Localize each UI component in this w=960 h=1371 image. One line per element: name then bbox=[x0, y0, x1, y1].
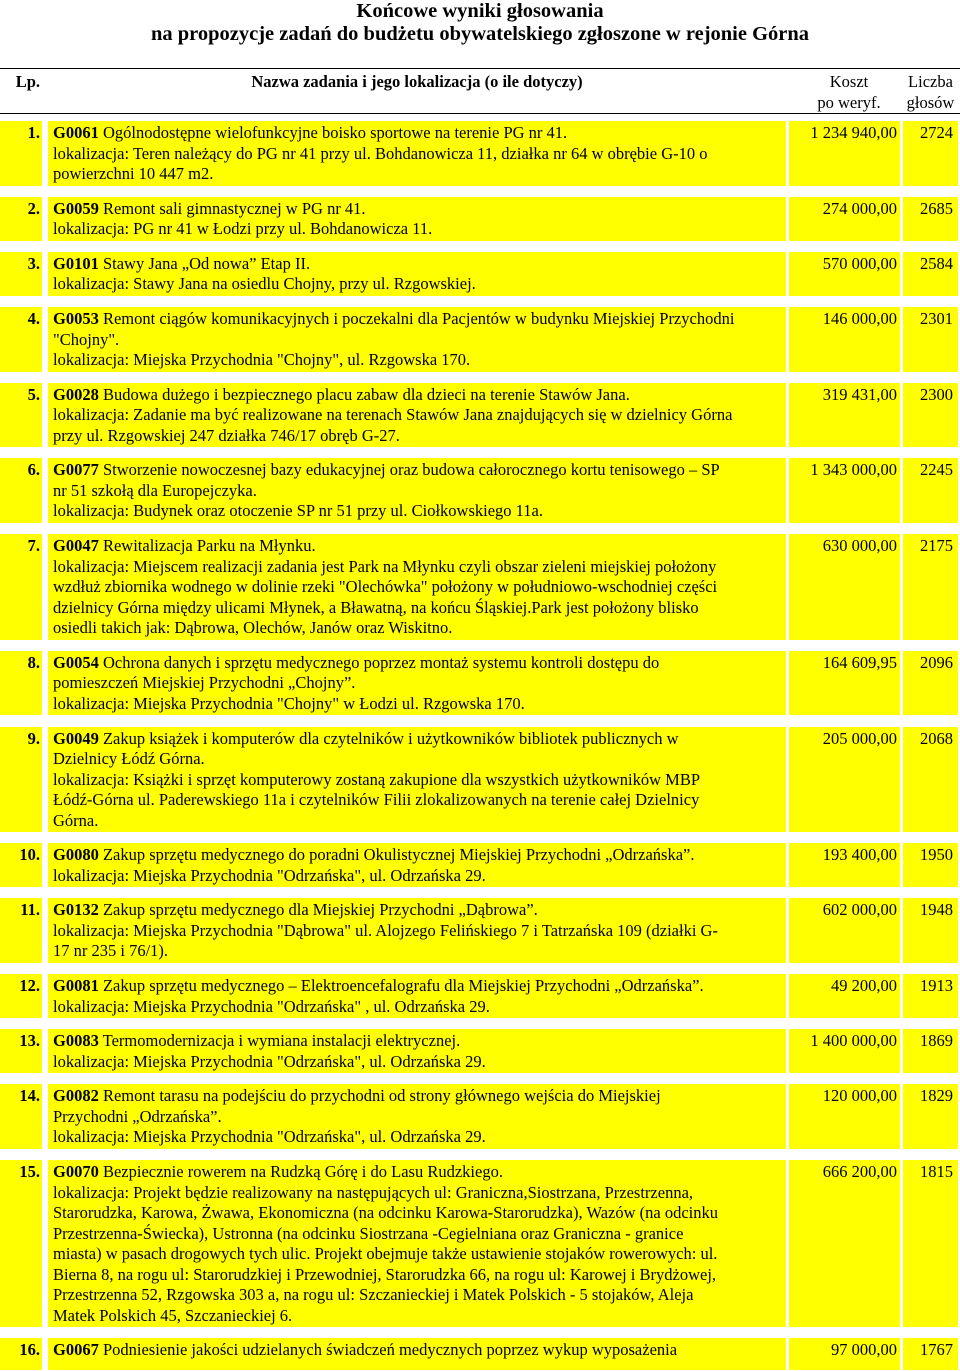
task-cell bbox=[48, 1338, 786, 1370]
cost-value: 146 000,00 bbox=[789, 307, 900, 372]
task-title: Stworzenie nowoczesnej bazy edukacyjnej oraz budowa całorocznego kortu tenisowego – SP bbox=[102, 460, 720, 480]
row-number: 11. bbox=[0, 898, 42, 963]
task-title-line bbox=[53, 976, 786, 997]
votes-value: 2724 bbox=[903, 121, 958, 186]
row-number: 13. bbox=[0, 1029, 42, 1073]
table-row bbox=[0, 252, 960, 296]
task-code: G0081 bbox=[53, 976, 99, 996]
task-title-line bbox=[53, 123, 786, 144]
task-description-line: nr 51 szkołą dla Europejczyka. bbox=[53, 480, 257, 500]
table-row bbox=[0, 1338, 960, 1370]
task-description-line: lokalizacja: Miejska Przychodnia "Odrzańska", ul. Odrzańska 29. bbox=[53, 1051, 486, 1071]
cost-value: 666 200,00 bbox=[789, 1160, 900, 1327]
votes-value: 1869 bbox=[903, 1029, 958, 1073]
cost-value: 97 000,00 bbox=[789, 1338, 900, 1370]
row-number: 1. bbox=[0, 121, 42, 186]
task-description-line: lokalizacja: Miejska Przychodnia "Odrzańska" , ul. Odrzańska 29. bbox=[53, 996, 490, 1016]
task-description-line: Dzielnicy Łódź Górna. bbox=[53, 749, 205, 768]
task-description-line: lokalizacja: Miejscem realizacji zadania jest Park na Młynku czyli obszar zieleni miejskiej położony bbox=[53, 556, 717, 576]
task-code: G0049 bbox=[53, 728, 99, 748]
task-title: Ogólnodostępne wielofunkcyjne boisko sportowe na terenie PG nr 41. bbox=[102, 123, 568, 142]
task-cell bbox=[48, 1160, 786, 1327]
task-description-line: wzdłuż zbiornika wodnego w dolinie rzeki "Olechówka" położony w południowo-wschodniej części bbox=[53, 577, 718, 597]
cost-value: 274 000,00 bbox=[789, 197, 900, 241]
cost-value: 1 343 000,00 bbox=[789, 458, 900, 523]
task-code: G0101 bbox=[53, 253, 99, 273]
task-title: Remont sali gimnastycznej w PG nr 41. bbox=[102, 198, 366, 218]
task-description-line: lokalizacja: Projekt będzie realizowany na następujących ul: Graniczna,Siostrzana, Przestrzenna, bbox=[53, 1182, 694, 1202]
task-description-line: Bierna 8, na rogu ul: Starorudzkiej i Przewodniej, Starorudzka 66, na rogu ul: Karowej i Brydżowej, bbox=[53, 1264, 717, 1284]
table-row bbox=[0, 534, 960, 640]
cost-value: 49 200,00 bbox=[789, 974, 900, 1018]
task-description-line: lokalizacja: Stawy Jana na osiedlu Chojny, przy ul. Rzgowskiej. bbox=[53, 274, 476, 294]
task-description-line: lokalizacja: Miejska Przychodnia "Dąbrowa" ul. Alojzego Felińskiego 7 i Tatrzańska 109 (działki G- bbox=[53, 920, 718, 940]
document-title bbox=[0, 0, 960, 45]
task-title-line bbox=[53, 729, 786, 750]
votes-value: 2685 bbox=[903, 197, 958, 241]
task-description-line: lokalizacja: Miejska Przychodnia "Odrzańska", ul. Odrzańska 29. bbox=[53, 1127, 486, 1147]
task-title-line bbox=[53, 385, 786, 406]
title-line-1: Końcowe wyniki głosowania bbox=[356, 0, 604, 22]
cost-value: 602 000,00 bbox=[789, 898, 900, 963]
task-title-line bbox=[53, 900, 786, 921]
task-cell bbox=[48, 252, 786, 296]
votes-value: 2300 bbox=[903, 383, 958, 448]
table-row bbox=[0, 1029, 960, 1073]
task-cell bbox=[48, 1084, 786, 1149]
task-description-line: przy ul. Rzgowskiej 247 działka 746/17 obręb G-27. bbox=[53, 425, 400, 445]
header-cost-line-1: Koszt bbox=[829, 72, 869, 91]
task-code: G0028 bbox=[53, 384, 99, 404]
row-number: 12. bbox=[0, 974, 42, 1018]
cost-value: 630 000,00 bbox=[789, 534, 900, 640]
task-title: Budowa dużego i bezpiecznego placu zabaw dla dzieci na terenie Stawów Jana. bbox=[102, 384, 630, 404]
task-title-line bbox=[53, 254, 786, 275]
task-code: G0077 bbox=[53, 460, 99, 480]
task-code: G0082 bbox=[53, 1086, 99, 1106]
task-description-line: Przestrzenna 52, Rzgowska 303 a, na rogu ul: Szczanieckiej i Matek Polskich - 5 stojaków, Aleja bbox=[53, 1285, 694, 1305]
task-description-line: lokalizacja: PG nr 41 w Łodzi przy ul. Bohdanowicza 11. bbox=[53, 219, 433, 239]
task-description-line: lokalizacja: Teren należący do PG nr 41 przy ul. Bohdanowicza 11, działka nr 64 w obrębie G-10 o bbox=[53, 143, 708, 163]
task-description-line: pomieszczeń Miejskiej Przychodni „Chojny”. bbox=[53, 673, 356, 693]
header-cost-line-2: po weryf. bbox=[817, 92, 881, 112]
task-description-line: lokalizacja: Zadanie ma być realizowane na terenach Stawów Jana znajdujących się w dzielnicy Górna bbox=[53, 405, 733, 425]
table-row bbox=[0, 383, 960, 448]
row-number: 6. bbox=[0, 458, 42, 523]
task-description-line: lokalizacja: Budynek oraz otoczenie SP nr 51 przy ul. Ciołkowskiego 11a. bbox=[53, 501, 543, 521]
task-title: Zakup książek i komputerów dla czytelników i użytkowników bibliotek publicznych w bbox=[102, 728, 679, 748]
row-number: 10. bbox=[0, 843, 42, 887]
table-row bbox=[0, 307, 960, 372]
row-number: 8. bbox=[0, 651, 42, 716]
task-title-line bbox=[53, 460, 786, 481]
cost-value: 570 000,00 bbox=[789, 252, 900, 296]
task-cell bbox=[48, 651, 786, 716]
task-code: G0054 bbox=[53, 652, 99, 672]
votes-value: 1913 bbox=[903, 974, 958, 1018]
table-row bbox=[0, 1160, 960, 1327]
row-number: 3. bbox=[0, 252, 42, 296]
task-title: Podniesienie jakości udzielanych świadczeń medycznych poprzez wykup wyposażenia bbox=[102, 1340, 678, 1360]
task-description-line: osiedli takich jak: Dąbrowa, Olechów, Janów oraz Wiskitno. bbox=[53, 618, 453, 638]
task-cell bbox=[48, 974, 786, 1018]
row-number: 9. bbox=[0, 727, 42, 833]
votes-value: 1767 bbox=[903, 1338, 958, 1370]
task-code: G0061 bbox=[53, 123, 99, 142]
table-row bbox=[0, 458, 960, 523]
title-line-2: na propozycje zadań do budżetu obywatelskiego zgłoszone w rejonie Górna bbox=[150, 22, 810, 45]
cost-value: 164 609,95 bbox=[789, 651, 900, 716]
task-title-line bbox=[53, 653, 786, 674]
header-votes-line-2: głosów bbox=[906, 92, 955, 112]
table-row bbox=[0, 651, 960, 716]
table-row bbox=[0, 727, 960, 833]
task-title: Remont ciągów komunikacyjnych i poczekalni dla Pacjentów w budynku Miejskiej Przychodni bbox=[102, 309, 735, 329]
header-votes bbox=[903, 72, 958, 113]
table-row bbox=[0, 898, 960, 963]
task-title: Zakup sprzętu medycznego do poradni Okulistycznej Miejskiej Przychodni „Odrzańska”. bbox=[102, 845, 695, 865]
task-cell bbox=[48, 1029, 786, 1073]
cost-value: 1 400 000,00 bbox=[789, 1029, 900, 1073]
task-title: Remont tarasu na podejściu do przychodni od strony głównego wejścia do Miejskiej bbox=[102, 1086, 661, 1106]
task-title-line bbox=[53, 1031, 786, 1052]
task-cell bbox=[48, 383, 786, 448]
task-title-line bbox=[53, 845, 786, 866]
task-title: Rewitalizacja Parku na Młynku. bbox=[102, 536, 316, 556]
task-code: G0132 bbox=[53, 900, 99, 920]
votes-value: 1815 bbox=[903, 1160, 958, 1327]
task-cell bbox=[48, 843, 786, 887]
task-title-line bbox=[53, 199, 786, 220]
task-title-line bbox=[53, 536, 786, 557]
cost-value: 1 234 940,00 bbox=[789, 121, 900, 186]
task-code: G0067 bbox=[53, 1340, 99, 1360]
header-votes-line-1: Liczba bbox=[908, 72, 953, 91]
votes-value: 1829 bbox=[903, 1084, 958, 1149]
task-title: Termomodernizacja i wymiana instalacji elektrycznej. bbox=[102, 1031, 461, 1051]
task-description-line: miasta) w pasach drogowych tych ulic. Projekt obejmuje także ustawienie stojaków rowerowych: ul. bbox=[53, 1244, 718, 1264]
task-cell bbox=[48, 727, 786, 833]
task-cell bbox=[48, 197, 786, 241]
votes-value: 2584 bbox=[903, 252, 958, 296]
table-row bbox=[0, 843, 960, 887]
header-task-name: Nazwa zadania i jego lokalizacja (o ile dotyczy) bbox=[251, 72, 583, 91]
task-description-line: dzielnicy Górna między ulicami Młynek, a Bławatną, na końcu Śląskiej.Park jest położony blisko bbox=[53, 597, 699, 617]
votes-value: 2245 bbox=[903, 458, 958, 523]
task-title: Zakup sprzętu medycznego – Elektroencefalografu dla Miejskiej Przychodni „Odrzańska”. bbox=[102, 976, 704, 996]
row-number: 14. bbox=[0, 1084, 42, 1149]
table-body bbox=[0, 121, 960, 1370]
cost-value: 193 400,00 bbox=[789, 843, 900, 887]
row-number: 7. bbox=[0, 534, 42, 640]
votes-value: 2068 bbox=[903, 727, 958, 833]
task-cell bbox=[48, 307, 786, 372]
task-cell bbox=[48, 534, 786, 640]
table-row bbox=[0, 974, 960, 1018]
task-code: G0070 bbox=[53, 1162, 99, 1182]
votes-value: 1950 bbox=[903, 843, 958, 887]
table-row bbox=[0, 197, 960, 241]
task-title: Bezpiecznie rowerem na Rudzką Górę i do Lasu Rudzkiego. bbox=[102, 1162, 503, 1182]
cost-value: 319 431,00 bbox=[789, 383, 900, 448]
task-title: Stawy Jana „Od nowa” Etap II. bbox=[102, 253, 311, 273]
task-cell bbox=[48, 898, 786, 963]
votes-value: 2096 bbox=[903, 651, 958, 716]
cost-value: 205 000,00 bbox=[789, 727, 900, 833]
task-description-line: 17 nr 235 i 76/1). bbox=[53, 941, 169, 961]
task-description-line: Przestrzenna-Świecka), Ustronna (na odcinku Siostrzana -Cegielniana oraz Graniczna - granice bbox=[53, 1223, 684, 1243]
task-description-line: Łódź-Górna ul. Paderewskiego 11a i czytelników Filii zlokalizowanych na terenie całej Dzielnicy bbox=[53, 790, 700, 809]
row-number: 4. bbox=[0, 307, 42, 372]
table-header bbox=[0, 68, 960, 114]
task-description-line: lokalizacja: Miejska Przychodnia "Chojny" w Łodzi ul. Rzgowska 170. bbox=[53, 693, 525, 713]
task-description-line: "Chojny". bbox=[53, 329, 120, 349]
task-description-line: powierzchni 10 447 m2. bbox=[53, 164, 214, 183]
task-title: Zakup sprzętu medycznego dla Miejskiej Przychodni „Dąbrowa”. bbox=[102, 900, 538, 920]
header-lp: Lp. bbox=[15, 72, 40, 91]
table-row bbox=[0, 1084, 960, 1149]
task-cell bbox=[48, 458, 786, 523]
votes-value: 1948 bbox=[903, 898, 958, 963]
task-cell bbox=[48, 121, 786, 186]
row-number: 5. bbox=[0, 383, 42, 448]
task-description-line: lokalizacja: Miejska Przychodnia "Odrzańska", ul. Odrzańska 29. bbox=[53, 865, 486, 885]
cost-value: 120 000,00 bbox=[789, 1084, 900, 1149]
task-description-line: Górna. bbox=[53, 810, 99, 830]
task-code: G0047 bbox=[53, 536, 99, 556]
votes-value: 2175 bbox=[903, 534, 958, 640]
header-cost bbox=[792, 72, 906, 113]
task-description-line: Matek Polskich 45, Szczanieckiej 6. bbox=[53, 1305, 293, 1325]
task-title-line bbox=[53, 1162, 786, 1183]
task-title-line bbox=[53, 1086, 786, 1107]
row-number: 16. bbox=[0, 1338, 42, 1370]
row-number: 15. bbox=[0, 1160, 42, 1327]
task-title-line bbox=[53, 1340, 786, 1361]
task-code: G0053 bbox=[53, 309, 99, 329]
task-title: Ochrona danych i sprzętu medycznego poprzez montaż systemu kontroli dostępu do bbox=[102, 652, 660, 672]
task-title-line bbox=[53, 309, 786, 330]
table-row bbox=[0, 121, 960, 186]
task-code: G0059 bbox=[53, 198, 99, 218]
task-code: G0080 bbox=[53, 845, 99, 865]
task-description-line: Starorudzka, Karowa, Żwawa, Ekonomiczna (na odcinku Karowa-Starorudzka), Wazów (na odcinku bbox=[53, 1203, 718, 1223]
task-description-line: lokalizacja: Książki i sprzęt komputerowy zostaną zakupione dla wszystkich użytkowników MBP bbox=[53, 769, 701, 789]
task-code: G0083 bbox=[53, 1031, 99, 1051]
row-number: 2. bbox=[0, 197, 42, 241]
task-description-line: Przychodni „Odrzańska”. bbox=[53, 1106, 222, 1126]
task-description-line: lokalizacja: Miejska Przychodnia "Chojny", ul. Rzgowska 170. bbox=[53, 350, 471, 370]
votes-value: 2301 bbox=[903, 307, 958, 372]
